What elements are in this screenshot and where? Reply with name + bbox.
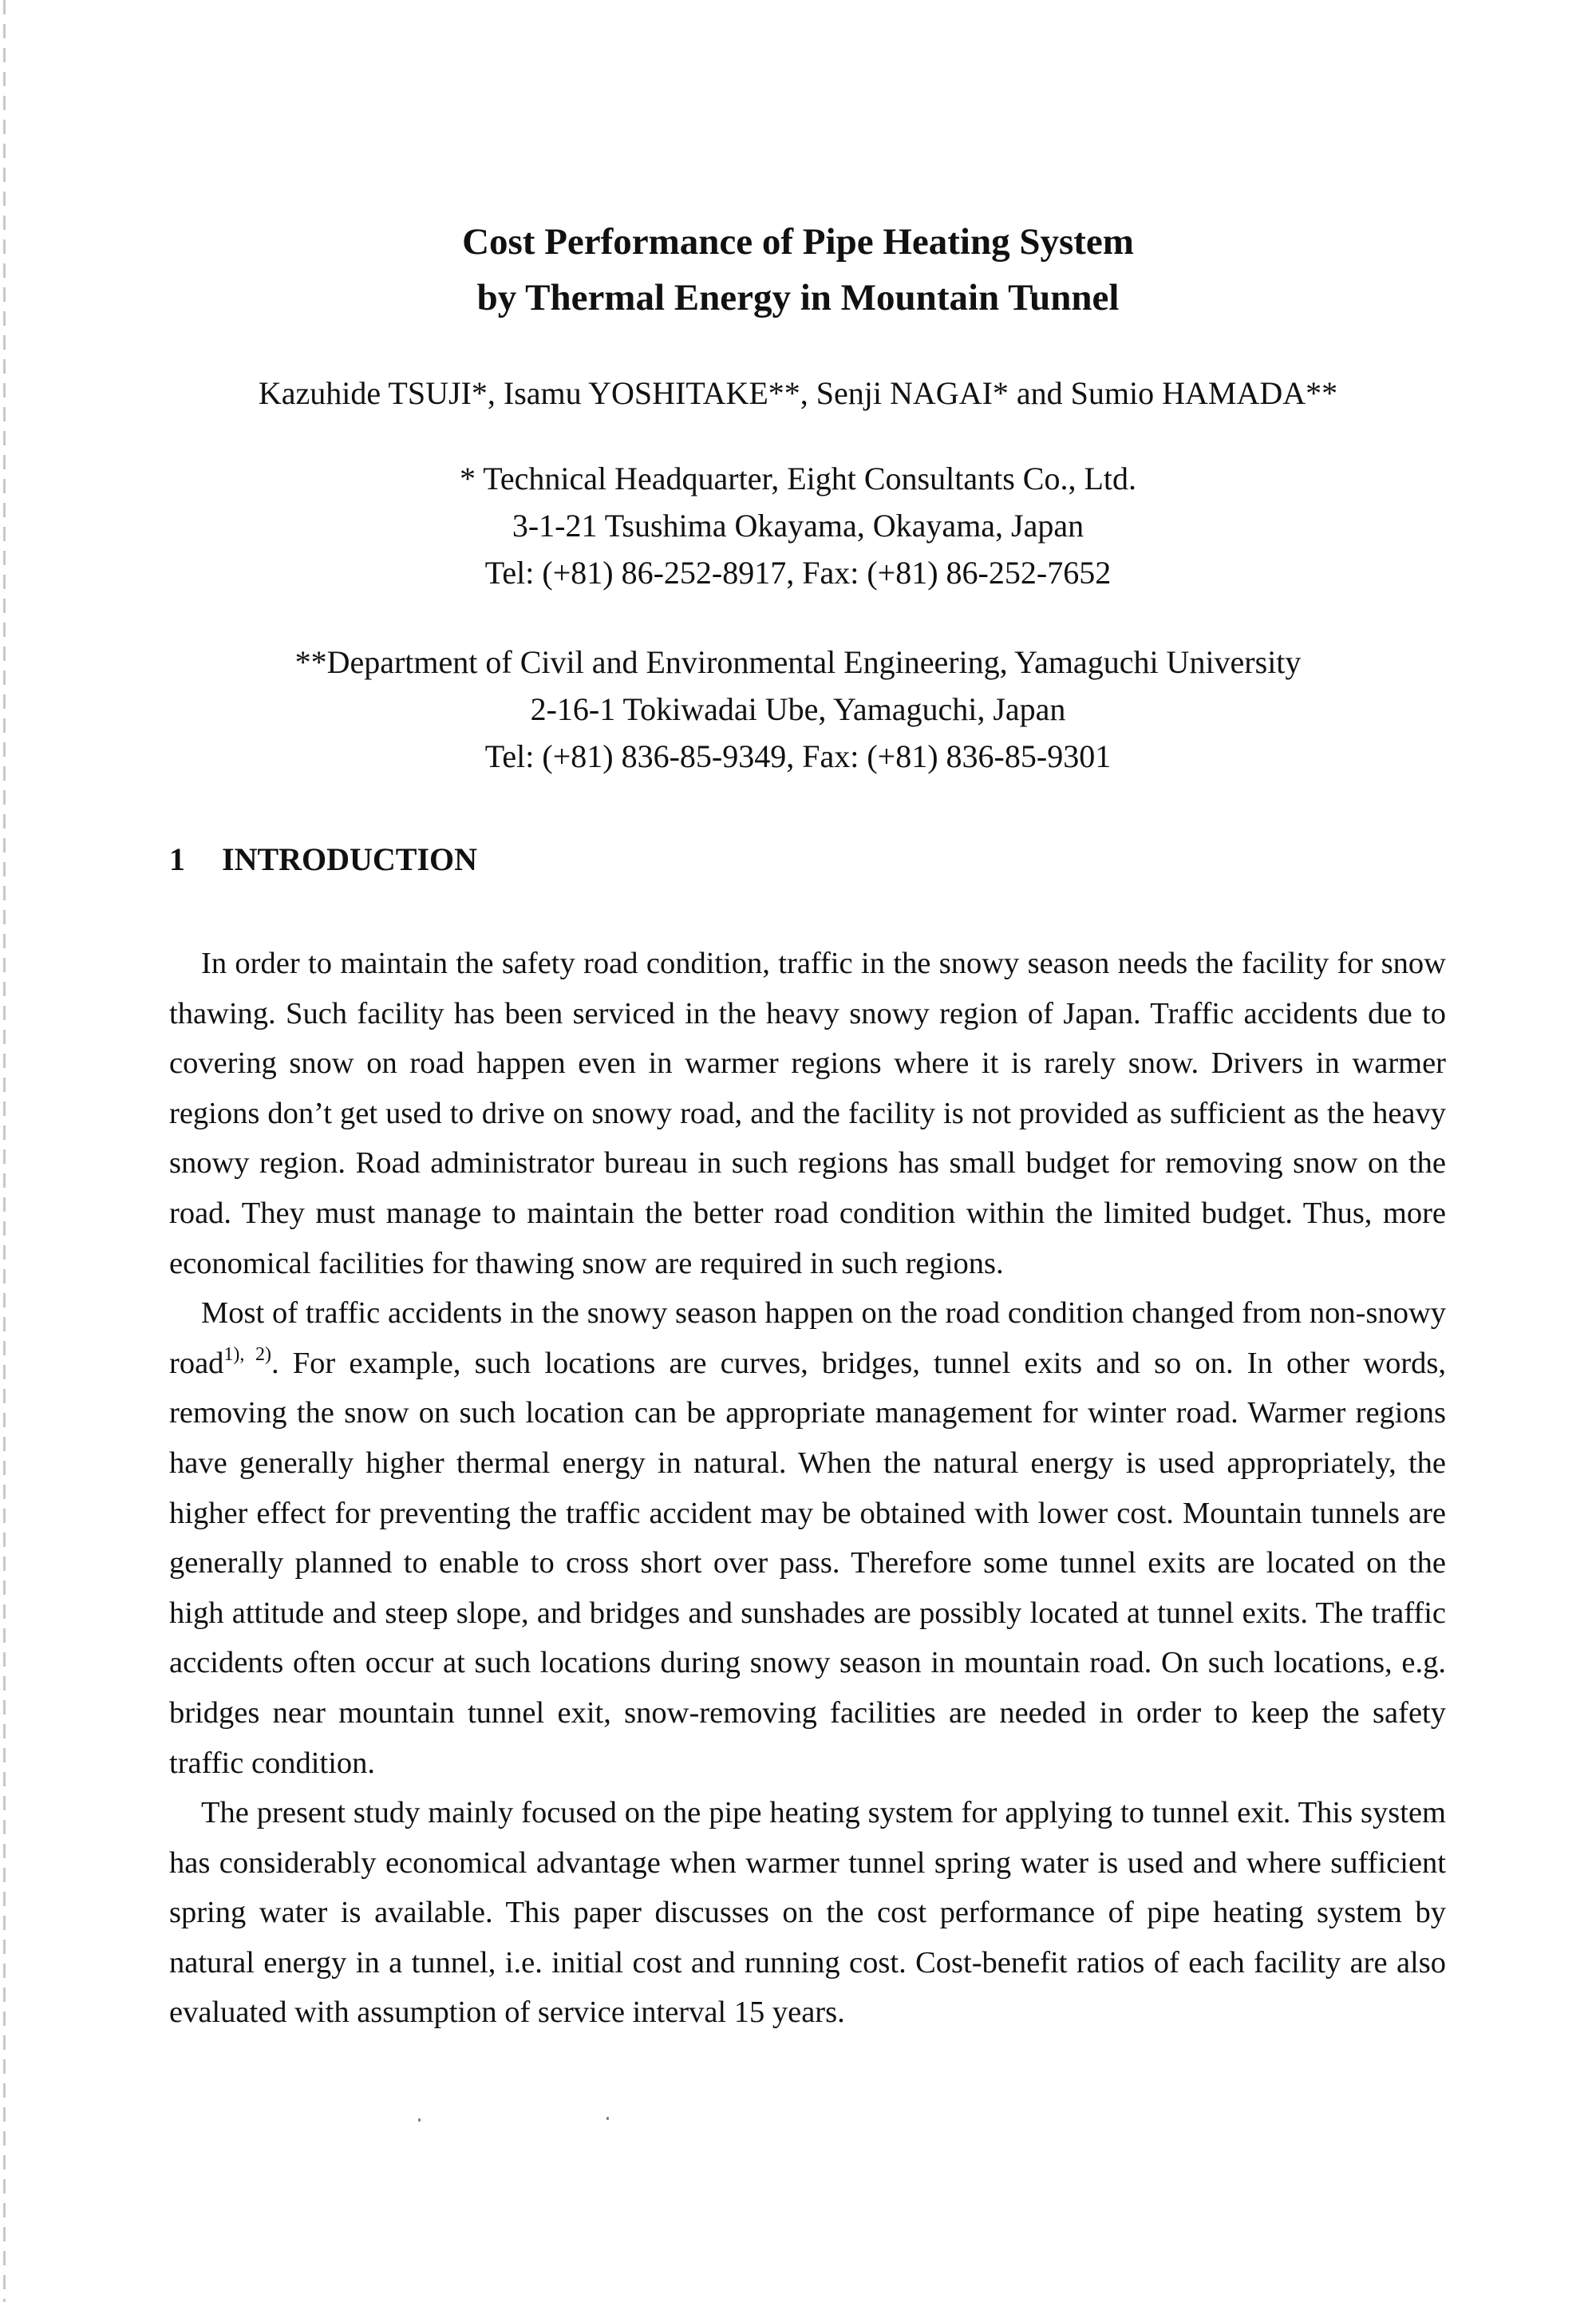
affiliation-2-address: 2-16-1 Tokiwadai Ube, Yamaguchi, Japan <box>530 691 1066 727</box>
citation-ref: 1), 2) <box>223 1343 271 1365</box>
affiliation-2-contact: Tel: (+81) 836-85-9349, Fax: (+81) 836-85-9301 <box>484 738 1112 774</box>
section-title: INTRODUCTION <box>222 841 478 877</box>
affiliation-2-name: **Department of Civil and Environmental Engineering, Yamaguchi University <box>294 644 1302 680</box>
paragraph-1: In order to maintain the safety road condition, traffic in the snowy season needs the facility for snow thawing. Such facility has been serviced in the heavy snowy region of Japan. Traffic accidents due to covering snow on road happen even in warmer regions where it is rarely snow. Drivers in warmer regions don’t get used to drive on snowy road, and the facility is not provided as sufficient as the heavy snowy region. Road administrator bureau in such regions has small budget for removing snow on the road. They must manage to maintain the better road condition within the limited budget. Thus, more economical facilities for thawing snow are required in such regions. <box>169 947 1446 1280</box>
paper-title <box>0 214 1596 326</box>
body-text <box>169 939 1446 2038</box>
affiliation-1 <box>0 455 1596 596</box>
affiliation-1-contact: Tel: (+81) 86-252-8917, Fax: (+81) 86-252-7652 <box>484 555 1112 591</box>
title-line-1: Cost Performance of Pipe Heating System <box>462 221 1134 263</box>
paragraph-2-start: Most of traffic accidents in the snowy season happen on the road condition changed from non-snowy road <box>169 1296 1446 1380</box>
scan-speck <box>606 2117 609 2120</box>
section-number: 1 <box>169 841 185 877</box>
affiliation-1-name: * Technical Headquarter, Eight Consultants Co., Ltd. <box>459 461 1136 496</box>
affiliation-2 <box>0 639 1596 780</box>
section-heading <box>169 840 477 880</box>
paragraph-2-rest: . For example, such locations are curves, bridges, tunnel exits and so on. In other words, removing the snow on such location can be appropriate management for winter road. Warmer regions have generally higher thermal energy in natural. When the natural energy is used appropriately, the higher effect for preventing the traffic accident may be obtained with lower cost. Mountain tunnels are generally planned to enable to cross short over pass. Therefore some tunnel exits are located on the high attitude and steep slope, and bridges and sunshades are possibly located at tunnel exits. The traffic accidents often occur at such locations during snowy season in mountain road. On such locations, e.g. bridges near mountain tunnel exit, snow-removing facilities are needed in order to keep the safety traffic condition. <box>169 1346 1447 1780</box>
scan-speck <box>418 2118 421 2122</box>
affiliation-1-address: 3-1-21 Tsushima Okayama, Okayama, Japan <box>512 508 1084 544</box>
scan-edge-mark <box>3 0 6 2302</box>
title-line-2: by Thermal Energy in Mountain Tunnel <box>476 277 1120 318</box>
paragraph-3: The present study mainly focused on the pipe heating system for applying to tunnel exit. This system has considerably economical advantage when warmer tunnel spring water is used and where sufficient spring water is available. This paper discusses on the cost performance of pipe heating system by natural energy in a tunnel, i.e. initial cost and running cost. Cost-benefit ratios of each facility are also evaluated with assumption of service interval 15 years. <box>169 1796 1446 2030</box>
paragraph-2 <box>169 1288 1446 1788</box>
author-list: Kazuhide TSUJI*, Isamu YOSHITAKE**, Senji NAGAI* and Sumio HAMADA** <box>258 375 1338 411</box>
